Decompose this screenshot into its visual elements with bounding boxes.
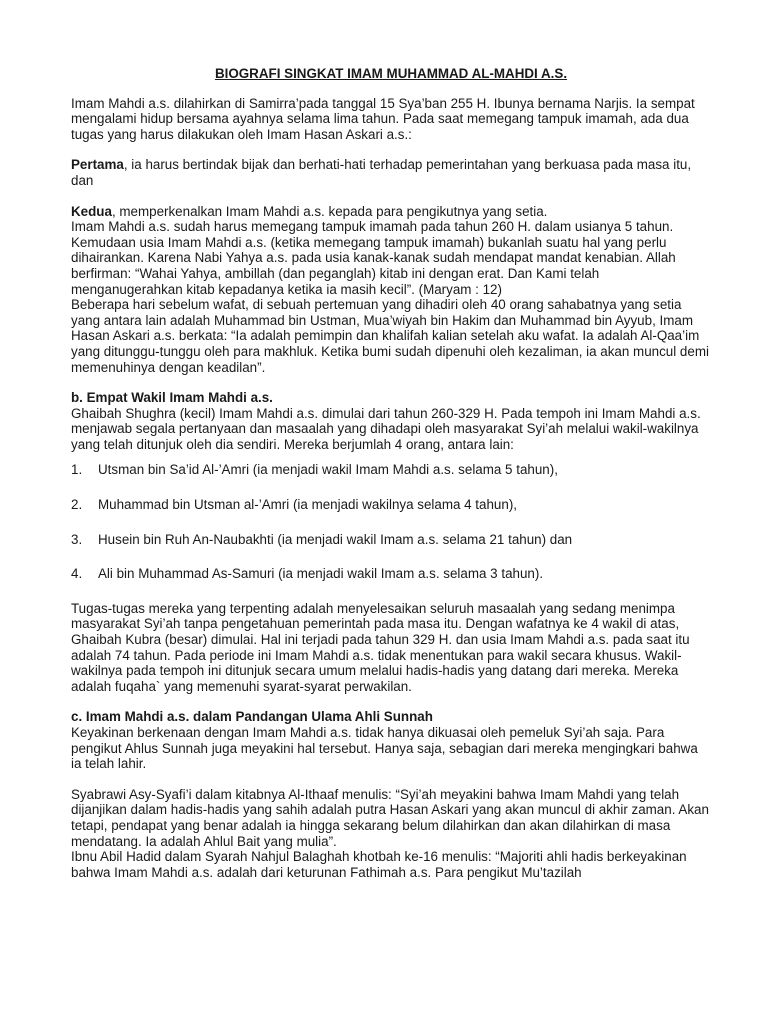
section-b-closing: Tugas-tugas mereka yang terpenting adalah menyelesaikan seluruh masaalah yang sedang menimpa masyarakat Syi’ah tanpa pengetahuan pemerintah pada masa itu. Dengan wafatnya ke 4 wakil di atas, Ghaibah Kubra (besar) dimulai. Hal ini terjadi pada tahun 329 H. dan usia Imam Mahdi a.s. pada saat itu adalah 74 tahun. Pada periode ini Imam Mahdi a.s. tidak menentukan para wakil secara khusus. Wakil-wakilnya pada tempoh ini ditunjuk secara umum melalui hadis-hadis yang datang dari mereka. Mereka adalah fuqaha` yang memenuhi syarat-syarat perwakilan. (71, 600, 690, 694)
kedua-paragraph (71, 204, 711, 220)
pertama-text: , ia harus bertindak bijak dan berhati-hati terhadap pemerintahan yang berkuasa pada masa itu, dan (71, 157, 692, 188)
section-b-intro: Ghaibah Shughra (kecil) Imam Mahdi a.s. dimulai dari tahun 260-329 H. Pada tempoh ini Imam Mahdi a.s. menjawab segala pertanyaan dan masaalah yang dihadapi oleh masyarakat Syi’ah melalui wakil-wakilnya yang telah ditunjuk oleh dia sendiri. Mereka berjumlah 4 orang, antara lain: (71, 405, 701, 452)
list-text: Ali bin Muhammad As-Samuri (ia menjadi wakil Imam a.s. selama 3 tahun). (98, 566, 544, 582)
document-body (71, 66, 711, 880)
section-c-para1: Keyakinan berkenaan dengan Imam Mahdi a.s. tidak hanya dikuasai oleh pemeluk Syi’ah saja. Para pengikut Ahlus Sunnah juga meyakini hal tersebut. Hanya saja, sebagian dari mereka mengingkari bahwa ia telah lahir. (71, 725, 698, 772)
section-c-para2: Syabrawi Asy-Syafi’i dalam kitabnya Al-Ithaaf menulis: “Syi’ah meyakini bahwa Imam Mahdi yang telah dijanjikan dalam hadis-hadis yang sahih adalah putra Hasan Askari yang akan muncul di akhir zaman. Akan tetapi, pendapat yang benar adalah ia hingga sekarang belum dilahirkan dan akan dilahirkan di masa mendatang. Ia adalah Ahlul Bait yang mulia”. (71, 786, 709, 849)
list-item (71, 566, 711, 582)
list-text: Husein bin Ruh An-Naubakhti (ia menjadi wakil Imam a.s. selama 21 tahun) dan (98, 531, 573, 547)
list-text: Utsman bin Sa’id Al-’Amri (ia menjadi wakil Imam Mahdi a.s. selama 5 tahun), (98, 462, 558, 478)
section-c-para3: Ibnu Abil Hadid dalam Syarah Nahjul Balaghah khotbah ke-16 menulis: “Majoriti ahli hadis berkeyakinan bahwa Imam Mahdi a.s. adalah dari keturunan Fathimah a.s. Para pengikut Mu’tazilah (71, 849, 687, 880)
list-number: 2. (71, 497, 83, 513)
intro-paragraph: Imam Mahdi a.s. dilahirkan di Samirra’pada tanggal 15 Sya’ban 255 H. Ibunya bernama Narjis. Ia sempat mengalami hidup bersama ayahnya selama lima tahun. Pada saat memegang tampuk imamah, ada dua tugas yang harus dilakukan oleh Imam Hasan Askari a.s.: (71, 95, 695, 142)
kedua-para1: Imam Mahdi a.s. sudah harus memegang tampuk imamah pada tahun 260 H. dalam usianya 5 tahun. Kemudaan usia Imam Mahdi a.s. (ketika memegang tampuk imamah) bukanlah suatu hal yang perlu dihairankan. Karena Nabi Yahya a.s. pada usia kanak-kanak sudah mendapat mandat kenabian. Allah berfirman: “Wahai Yahya, ambillah (dan peganglah) kitab ini dengan erat. Dan Kami telah menganugerahkan kitab kepadanya ketika ia masih kecil”. (Maryam : 12) (71, 219, 676, 297)
kedua-text: , memperkenalkan Imam Mahdi a.s. kepada para pengikutnya yang setia. (111, 203, 548, 219)
list-item (71, 497, 711, 513)
document-title: BIOGRAFI SINGKAT IMAM MUHAMMAD AL-MAHDI A.S. (214, 66, 568, 81)
list-text: Muhammad bin Utsman al-’Amri (ia menjadi wakilnya selama 4 tahun), (98, 497, 517, 513)
list-number: 1. (71, 462, 83, 478)
kedua-para2: Beberapa hari sebelum wafat, di sebuah pertemuan yang dihadiri oleh 40 orang sahabatnya yang setia yang antara lain adalah Muhammad bin Ustman, Mua’wiyah bin Hakim dan Muhammad bin Ayyub, Imam Hasan Askari a.s. berkata: “Ia adalah pemimpin dan khalifah kalian setelah aku wafat. Ia adalah Al-Qaa’im yang ditunggu-tunggu oleh para makhluk. Ketika bumi sudah dipenuhi oleh kezaliman, ia akan muncul demi memenuhinya dengan keadilan”. (71, 297, 709, 375)
list-item (71, 462, 711, 478)
section-c-heading: c. Imam Mahdi a.s. dalam Pandangan Ulama Ahli Sunnah (71, 709, 433, 725)
kedua-label: Kedua (71, 203, 112, 219)
list-number: 3. (71, 531, 83, 547)
list-item (71, 532, 711, 548)
section-b-heading: b. Empat Wakil Imam Mahdi a.s. (71, 390, 273, 406)
list-number: 4. (71, 566, 83, 582)
pertama-paragraph (71, 157, 711, 188)
pertama-label: Pertama (71, 157, 124, 173)
